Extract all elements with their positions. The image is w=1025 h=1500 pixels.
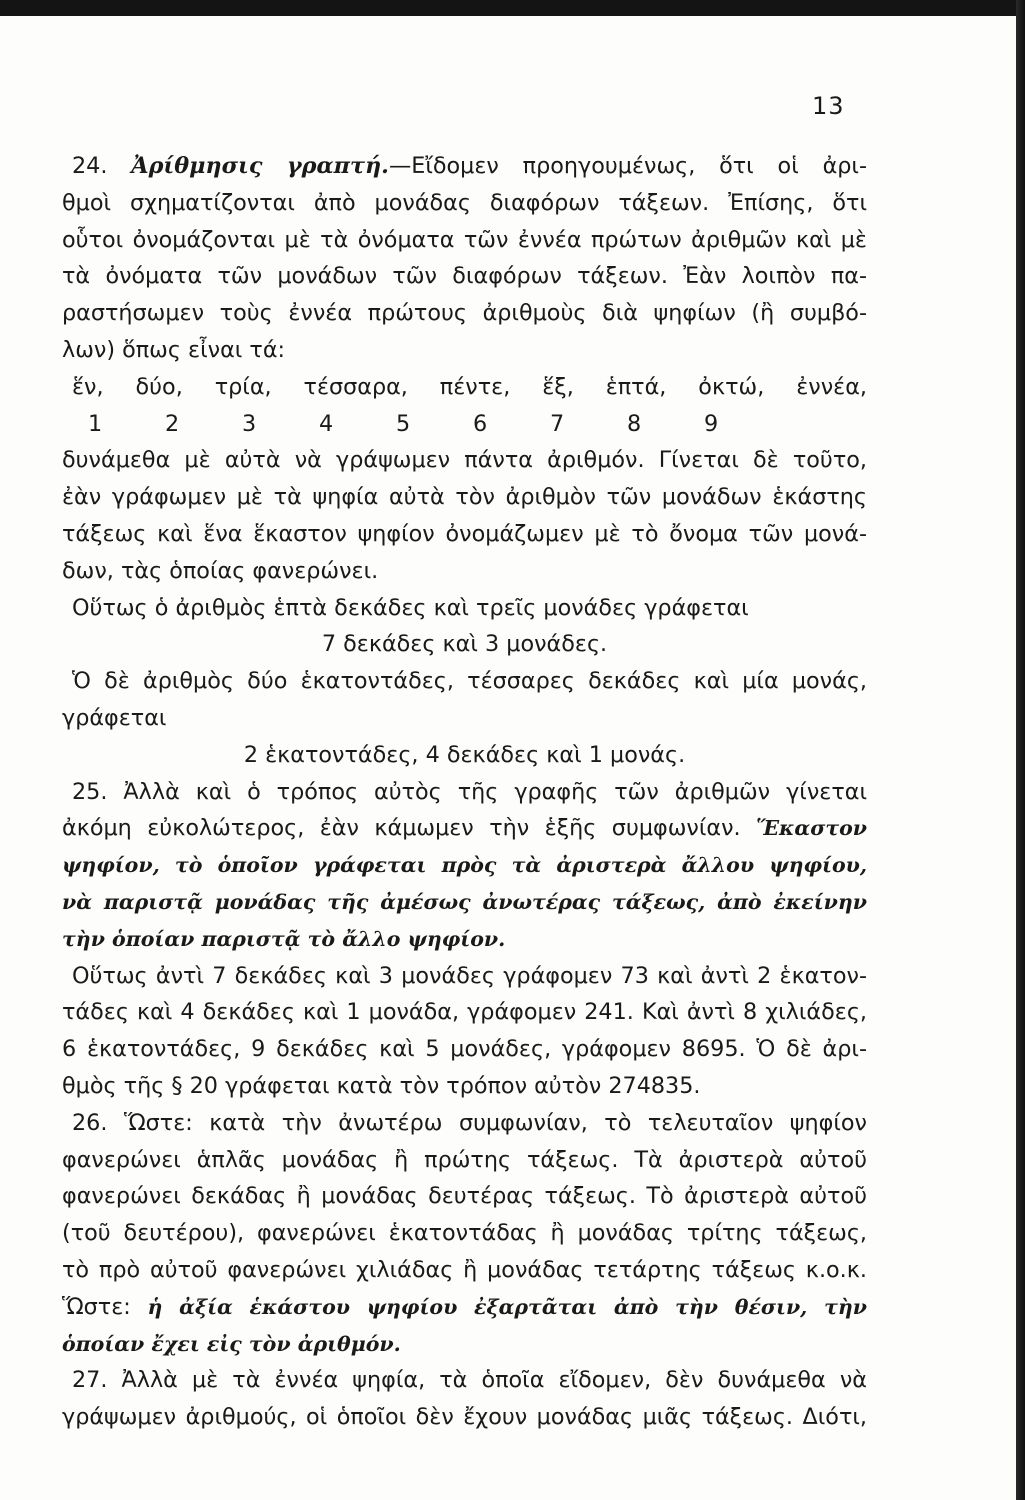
p24-line-10: δων, τὰς ὁποίας φανερώνει. [62,557,379,584]
page-body [62,148,867,1436]
p26-line-6 [62,1289,867,1326]
scan-right-border [1016,0,1025,1500]
p25-rule-line-2: νὰ παριστᾷ μονάδας τῆς ἀμέσως ἀνωτέρας τάξεως, ἀπὸ ἐκείνην [62,889,867,914]
p24-example-2: 2 ἑκατοντάδες, 4 δεκάδες καὶ 1 μονάς. [243,741,686,768]
digit-6: 6 [473,410,488,437]
p26-rule-start: ἡ ἀξία ἑκάστου ψηφίου ἐξαρτᾶται ἀπὸ τὴν θέσιν, τὴν [147,1294,867,1319]
p25-line-6: Οὕτως ἀντὶ 7 δεκάδες καὶ 3 μονάδες γράφομεν 73 καὶ ἀντὶ 2 ἑκατον- [72,962,867,989]
p24-line-2: θμοὶ σχηματίζονται ἀπὸ μονάδας διαφόρων τάξεων. Ἐπίσης, ὅτι [62,189,867,216]
p26-line-5: τὸ πρὸ αὐτοῦ φανερώνει χιλιάδας ἢ μονάδας τετάρτης τάξεως κ.ο.κ. [62,1256,867,1283]
p24-line-4: τὰ ὀνόματα τῶν μονάδων τῶν διαφόρων τάξεων. Ἐὰν λοιπὸν πα- [62,263,867,290]
p26-line-4: (τοῦ δευτέρου), φανερώνει ἑκατοντάδας ἢ μονάδας τρίτης τάξεως, [62,1220,867,1247]
digit-5: 5 [396,410,411,437]
p25-rule-line-3: τὴν ὁποίαν παριστᾷ τὸ ἄλλο ψηφίον. [62,926,506,951]
digit-3: 3 [242,410,257,437]
p25-line-2 [62,810,867,847]
digits-line [62,406,867,443]
number-names-line: ἕν, δύο, τρία, τέσσαρα, πέντε, ἕξ, ἑπτά, ὀκτώ, ἐννέα, [72,373,867,400]
p26-line-1: 26. Ὥστε: κατὰ τὴν ἀνωτέρω συμφωνίαν, τὸ τελευταῖον ψηφίον [72,1109,867,1136]
p24-line-13: Ὁ δὲ ἀριθμὸς δύο ἑκατοντάδες, τέσσαρες δεκάδες καὶ μία μονάς, [72,668,867,695]
p24-line-1-text: —Εἴδομεν προηγουμένως, ὅτι οἱ ἀρι- [388,153,868,179]
p24-line-5: ραστήσωμεν τοὺς ἐννέα πρώτους ἀριθμοὺς διὰ ψηφίων (ἢ συμβό- [62,300,867,327]
digit-7: 7 [550,410,565,437]
p24-line-7: δυνάμεθα μὲ αὐτὰ νὰ γράψωμεν πάντα ἀριθμόν. Γίνεται δὲ τοῦτο, [62,447,867,474]
p25-line-2-text: ἀκόμη εὐκολώτερος, ἐὰν κάμωμεν τὴν ἑξῆς συμφωνίαν. [62,815,741,842]
p26-rule-line-2: ὁποίαν ἔχει εἰς τὸν ἀριθμόν. [62,1331,401,1356]
section-number: 24. [72,153,132,179]
digit-1: 1 [88,410,103,437]
p24-example-1: 7 δεκάδες καὶ 3 μονάδες. [321,631,608,658]
p27-line-2: γράψωμεν ἀριθμούς, οἱ ὁποῖοι δὲν ἔχουν μονάδας μιᾶς τάξεως. Διότι, [62,1404,867,1431]
p24-line-6: λων) ὅπως εἶναι τά: [62,336,286,363]
p25-line-7: τάδες καὶ 4 δεκάδες καὶ 1 μονάδα, γράφομεν 241. Καὶ ἀντὶ 8 χιλιάδες, [62,999,867,1026]
digit-8: 8 [627,410,642,437]
p25-line-1: 25. Ἀλλὰ καὶ ὁ τρόπος αὐτὸς τῆς γραφῆς τῶν ἀριθμῶν γίνεται [72,778,867,805]
p26-line-3: φανερώνει δεκάδας ἢ μονάδας δευτέρας τάξεως. Τὸ ἀριστερὰ αὐτοῦ [62,1183,867,1210]
p24-line-11: Οὕτως ὁ ἀριθμὸς ἑπτὰ δεκάδες καὶ τρεῖς μονάδες γράφεται [72,594,749,621]
p24-line-9: τάξεως καὶ ἕνα ἕκαστον ψηφίον ὀνομάζωμεν μὲ τὸ ὄνομα τῶν μονά- [62,520,867,547]
p24-line-8: ἐὰν γράφωμεν μὲ τὰ ψηφία αὐτὰ τὸν ἀριθμὸν τῶν μονάδων ἑκάστης [62,484,867,511]
p24-line-14: γράφεται [62,704,167,731]
p25-line-8: 6 ἑκατοντάδες, 9 δεκάδες καὶ 5 μονάδες, γράφομεν 8695. Ὁ δὲ ἀρι- [62,1036,867,1063]
p26-line-2: φανερώνει ἁπλᾶς μονάδας ἢ πρώτης τάξεως. Τὰ ἀριστερὰ αὐτοῦ [62,1146,867,1173]
digit-9: 9 [704,410,719,437]
section-heading: Ἀρίθμησις γραπτή. [131,153,389,179]
p25-rule-line-1: ψηφίον, τὸ ὁποῖον γράφεται πρὸς τὰ ἀριστερὰ ἄλλου ψηφίου, [62,853,867,878]
scan-top-border [0,0,1025,16]
digit-4: 4 [319,410,334,437]
p25-rule-start: Ἕκαστον [756,816,868,841]
p24-line-1 [62,148,867,185]
p25-line-9: θμὸς τῆς § 20 γράφεται κατὰ τὸν τρόπον αὐτὸν 274835. [62,1072,701,1099]
page-number: 13 [812,92,845,120]
p26-line-6-lead: Ὥστε: [62,1293,148,1320]
digit-2: 2 [165,410,180,437]
p24-line-3: οὗτοι ὀνομάζονται μὲ τὰ ὀνόματα τῶν ἐννέα πρώτων ἀριθμῶν καὶ μὲ [62,226,867,253]
p27-line-1: 27. Ἀλλὰ μὲ τὰ ἐννέα ψηφία, τὰ ὁποῖα εἴδομεν, δὲν δυνάμεθα νὰ [72,1367,867,1394]
